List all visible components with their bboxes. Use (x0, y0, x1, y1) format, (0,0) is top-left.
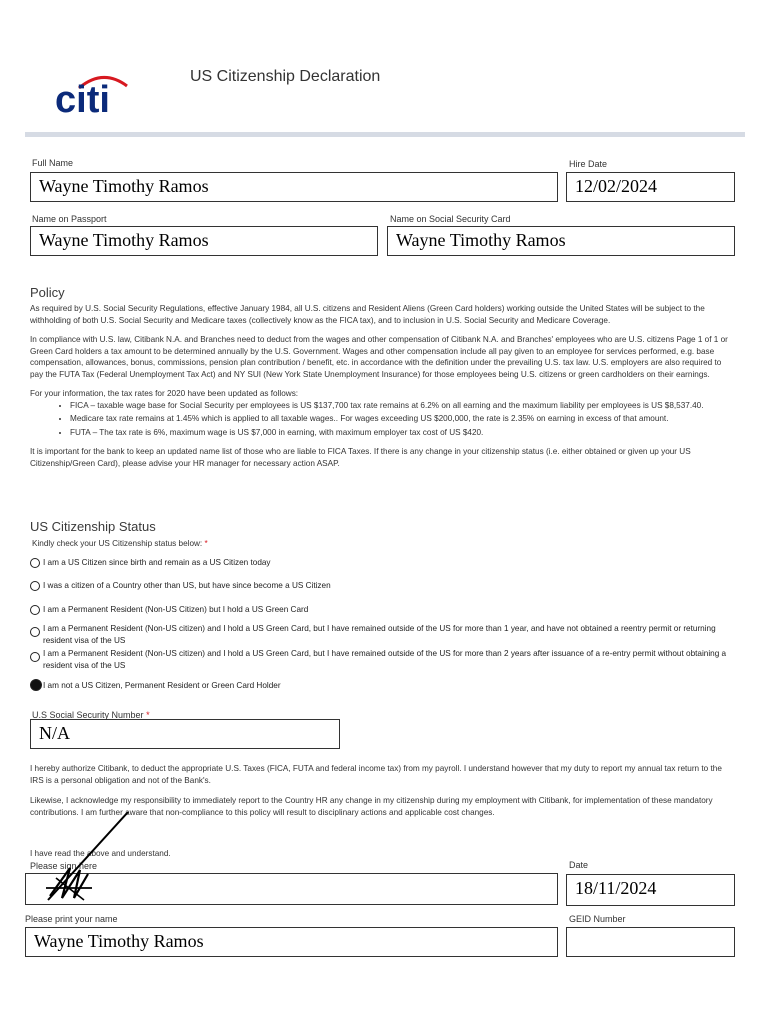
status-option-label: I am a US Citizen since birth and remain as a US Citizen today (43, 558, 271, 567)
sign-label: Please sign here (30, 861, 98, 871)
full-name-field[interactable]: Wayne Timothy Ramos (30, 172, 558, 202)
tax-rates-list (30, 400, 735, 439)
ssc-name-label: Name on Social Security Card (390, 214, 511, 224)
radio-button[interactable] (30, 605, 40, 615)
policy-paragraph-3: It is important for the bank to keep an updated name list of those who are liable to FICA Taxes. If there is any change in your citizenship status (i.e. either obtained or given up your US Citizenship/Green Card), please advise your HR manager for necessary action ASAP. (30, 447, 691, 468)
print-name-label: Please print your name (25, 914, 118, 924)
date-field[interactable]: 18/11/2024 (566, 874, 735, 906)
authorization-section (30, 763, 730, 818)
status-option-label: I am a Permanent Resident (Non-US Citizen) but I hold a US Green Card (43, 605, 309, 614)
authorization-paragraph-2: Likewise, I acknowledge my responsibility to immediately report to the Country HR any change in my citizenship during my employment with Citibank, for implementation of these mandatory contributions. I am further aware that non-compliance to this policy will result to disciplinary actions and applicable cost changes. (30, 796, 713, 817)
status-option-label: I am a Permanent Resident (Non-US citizen) and I hold a US Green Card, but I have remained outside of the US for more than 1 year, and have not obtained a reentry permit or returning resident visa of the US (43, 624, 716, 645)
document-title: US Citizenship Declaration (190, 68, 381, 85)
print-name-field[interactable]: Wayne Timothy Ramos (25, 927, 558, 957)
ssn-label-text: U.S Social Security Number (32, 710, 144, 720)
authorization-paragraph-1: I hereby authorize Citibank, to deduct the appropriate U.S. Taxes (FICA, FUTA and federal income tax) from my payroll. I understand however that my duty to report my annual tax return to the IRS is a personal obligation and not of the Bank's. (30, 764, 722, 785)
policy-heading: Policy (30, 285, 65, 300)
tax-rates-intro: For your information, the tax rates for 2020 have been updated as follows: (30, 389, 299, 398)
status-option-label: I am not a US Citizen, Permanent Resident or Green Card Holder (43, 681, 281, 690)
tax-rate-medicare: • Medicare tax rate remains at 1.45% which is applied to all taxable wages.. For wages exceeding US $200,000, the rate is 2.35% on earning in excess of that amount. (70, 413, 735, 425)
date-label: Date (569, 860, 589, 870)
ssc-name-field[interactable]: Wayne Timothy Ramos (387, 226, 735, 256)
tax-rate-fica: • FICA – taxable wage base for Social Security per employees is US $137,700 tax rate remains at 6.2% on all earning and the maximum liability per employees is US $8,537.40. (70, 400, 735, 412)
policy-section (30, 303, 735, 469)
radio-button[interactable] (30, 627, 40, 637)
status-option-4[interactable] (30, 623, 730, 646)
geid-field[interactable] (566, 927, 735, 957)
status-option-6[interactable] (30, 680, 730, 692)
status-option-3[interactable] (30, 604, 730, 616)
handwritten-signature (40, 808, 130, 908)
status-option-label: I am a Permanent Resident (Non-US citizen) and I hold a US Green Card, but I have remained outside of the US for more than 2 years after issuance of a re-entry permit without obtaining a resident visa of the US (43, 649, 727, 670)
citizenship-status-heading: US Citizenship Status (30, 519, 156, 534)
citi-logo (55, 70, 135, 114)
required-asterisk: * (146, 710, 150, 720)
hire-date-field[interactable]: 12/02/2024 (566, 172, 735, 202)
citizenship-status-prompt (32, 538, 208, 550)
passport-name-field[interactable]: Wayne Timothy Ramos (30, 226, 378, 256)
ssn-field[interactable]: N/A (30, 719, 340, 749)
radio-button-selected[interactable] (30, 679, 42, 691)
hire-date-label: Hire Date (569, 159, 608, 169)
status-option-2[interactable] (30, 580, 730, 592)
full-name-label: Full Name (32, 158, 74, 168)
status-prompt-text: Kindly check your US Citizenship status below: (32, 539, 203, 548)
required-asterisk: * (204, 539, 208, 548)
status-option-label: I was a citizen of a Country other than US, but have since become a US Citizen (43, 581, 331, 590)
geid-label: GEID Number (569, 914, 626, 924)
policy-paragraph-1: As required by U.S. Social Security Regulations, effective January 1984, all U.S. citizens and Resident Aliens (Green Card holders) working outside the United States will be subject to the withholding of both U.S. Social Security and Medicare taxes (collectively know as the FICA tax), and to inclusion in U.S. Social Security and Medicare Coverage. (30, 304, 705, 325)
tax-rate-futa: • FUTA – The tax rate is 6%, maximum wage is US $7,000 in earning, with maximum employer tax cost of US $420. (70, 427, 735, 439)
radio-button[interactable] (30, 652, 40, 662)
passport-name-label: Name on Passport (32, 214, 107, 224)
radio-button[interactable] (30, 581, 40, 591)
policy-paragraph-2: In compliance with U.S. law, Citibank N.A. and Branches need to deduct from the wages and other compensation of Citibank N.A. and Branches' employees who are U.S. citizens Page 1 of 1 or Green Card holders a tax amount to be determined annually by the U.S. Government. Wages and other compensation include all pay given to an employee for services performed, e.g. base compensation, allowances, bonus, commissions, pension plan contribution / benefit, etc. in accordance with the definition under the prevailing U.S. tax law. U.S. employers are also required to pay the FUTA Tax (Federal Unemployment Tax Act) and NY SUI (New York State Unemployment Insurance) for those employees being U.S. citizens or green cardholders on their earnings. (30, 335, 728, 379)
logo-wordmark: citi (55, 79, 110, 114)
radio-button[interactable] (30, 558, 40, 568)
header-divider (25, 132, 745, 137)
status-option-5[interactable] (30, 648, 730, 671)
status-option-1[interactable] (30, 557, 730, 569)
read-confirmation: I have read the above and understand. (30, 849, 171, 858)
